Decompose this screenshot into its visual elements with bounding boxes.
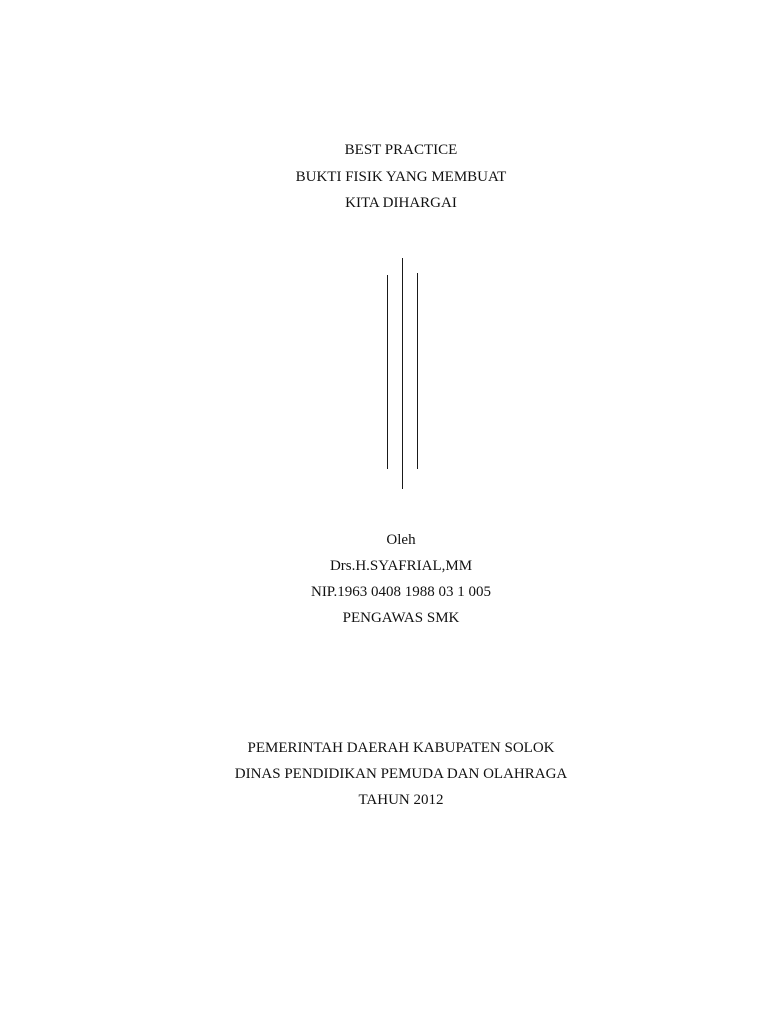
author-position: PENGAWAS SMK — [342, 610, 460, 626]
title-line-2: BUKTI FISIK YANG MEMBUAT — [295, 169, 507, 185]
title-line-1: BEST PRACTICE — [344, 142, 458, 158]
institution-line-2: DINAS PENDIDIKAN PEMUDA DAN OLAHRAGA — [234, 766, 568, 782]
author-nip: NIP.1963 0408 1988 03 1 005 — [310, 584, 491, 600]
vertical-line-right — [417, 273, 418, 469]
title-line-3: KITA DIHARGAI — [345, 195, 457, 211]
institution-year: TAHUN 2012 — [358, 792, 444, 808]
vertical-line-center — [402, 258, 403, 489]
author-name: Drs.H.SYAFRIAL,MM — [329, 558, 473, 574]
vertical-line-left — [387, 275, 388, 469]
institution-line-1: PEMERINTAH DAERAH KABUPATEN SOLOK — [247, 740, 555, 756]
author-by: Oleh — [386, 532, 416, 548]
